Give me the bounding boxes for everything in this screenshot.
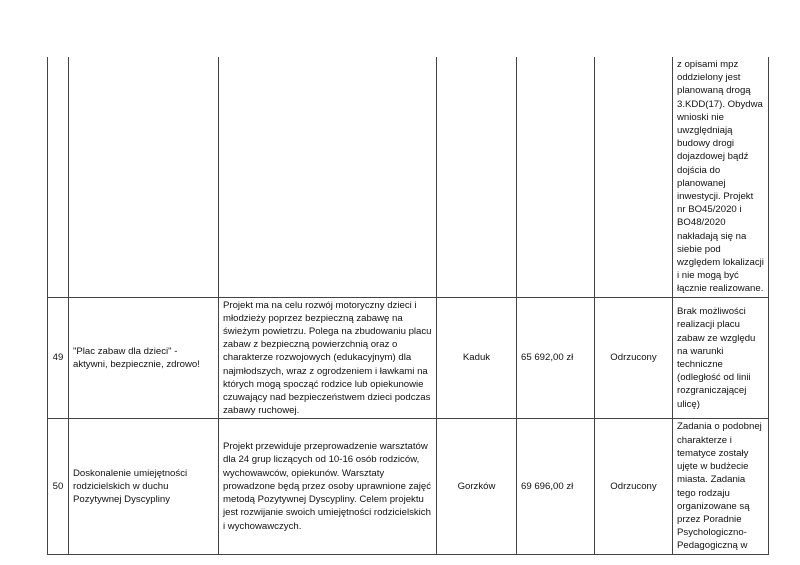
cell-title: "Plac zabaw dla dzieci" - aktywni, bezpiecznie, zdrowo! <box>69 297 219 419</box>
cell-description: Projekt przewiduje przeprowadzenie warsztatów dla 24 grup liczących od 10-16 osób rodziców, wychowawców, opiekunów. Warsztaty prowadzone będą przez osoby uprawnione zajęć metodą Pozytywnej Dyscypliny. Celem projektu jest rozwijanie swoich umiejętności rodzicielskich i wychowawczych. <box>219 419 437 554</box>
cell-status: Odrzucony <box>595 297 673 419</box>
cell-no <box>48 57 69 297</box>
cell-no: 49 <box>48 297 69 419</box>
cell-title: Doskonalenie umiejętności rodzicielskich w duchu Pozytywnej Dyscypliny <box>69 419 219 554</box>
cell-no: 50 <box>48 419 69 554</box>
cell-justification: Zadania o podobnej charakterze i tematyce zostały ujęte w budżecie miasta. Zadania tego rodzaju organizowane są przez Poradnie Psychologiczno-Pedagogiczną w <box>673 419 769 554</box>
table-row <box>48 297 769 419</box>
projects-table <box>47 57 769 555</box>
cell-description <box>219 57 437 297</box>
cell-cost <box>517 57 595 297</box>
cell-district <box>437 57 517 297</box>
table-row <box>48 419 769 554</box>
cell-cost: 65 692,00 zł <box>517 297 595 419</box>
cell-justification: z opisami mpz oddzielony jest planowaną drogą 3.KDD(17). Obydwa wnioski nie uwzględniają budowy drogi dojazdowej bądź dojścia do planowanej inwestycji. Projekt nr BO45/2020 i BO48/2020 nakładają się na siebie pod względem lokalizacji i nie mogą być łącznie realizowane. <box>673 57 769 297</box>
cell-district: Kaduk <box>437 297 517 419</box>
cell-title <box>69 57 219 297</box>
table-row <box>48 57 769 297</box>
cell-justification: Brak możliwości realizacji placu zabaw ze względu na warunki techniczne (odległość od linii rozgraniczającej ulicę) <box>673 297 769 419</box>
cell-status: Odrzucony <box>595 419 673 554</box>
cell-status <box>595 57 673 297</box>
cell-cost: 69 696,00 zł <box>517 419 595 554</box>
cell-description: Projekt ma na celu rozwój motoryczny dzieci i młodzieży poprzez bezpieczną zabawę na świeżym powietrzu. Polega na zbudowaniu placu zabaw z bezpieczną powierzchnią oraz o charakterze rozwojowych (edukacyjnym) dla najmłodszych, wraz z ogrodzeniem i ławkami na których mogą spocząć rodzice lub opiekunowie czuwający nad bezpieczeństwem dzieci podczas zabawy ruchowej. <box>219 297 437 419</box>
cell-district: Gorzków <box>437 419 517 554</box>
